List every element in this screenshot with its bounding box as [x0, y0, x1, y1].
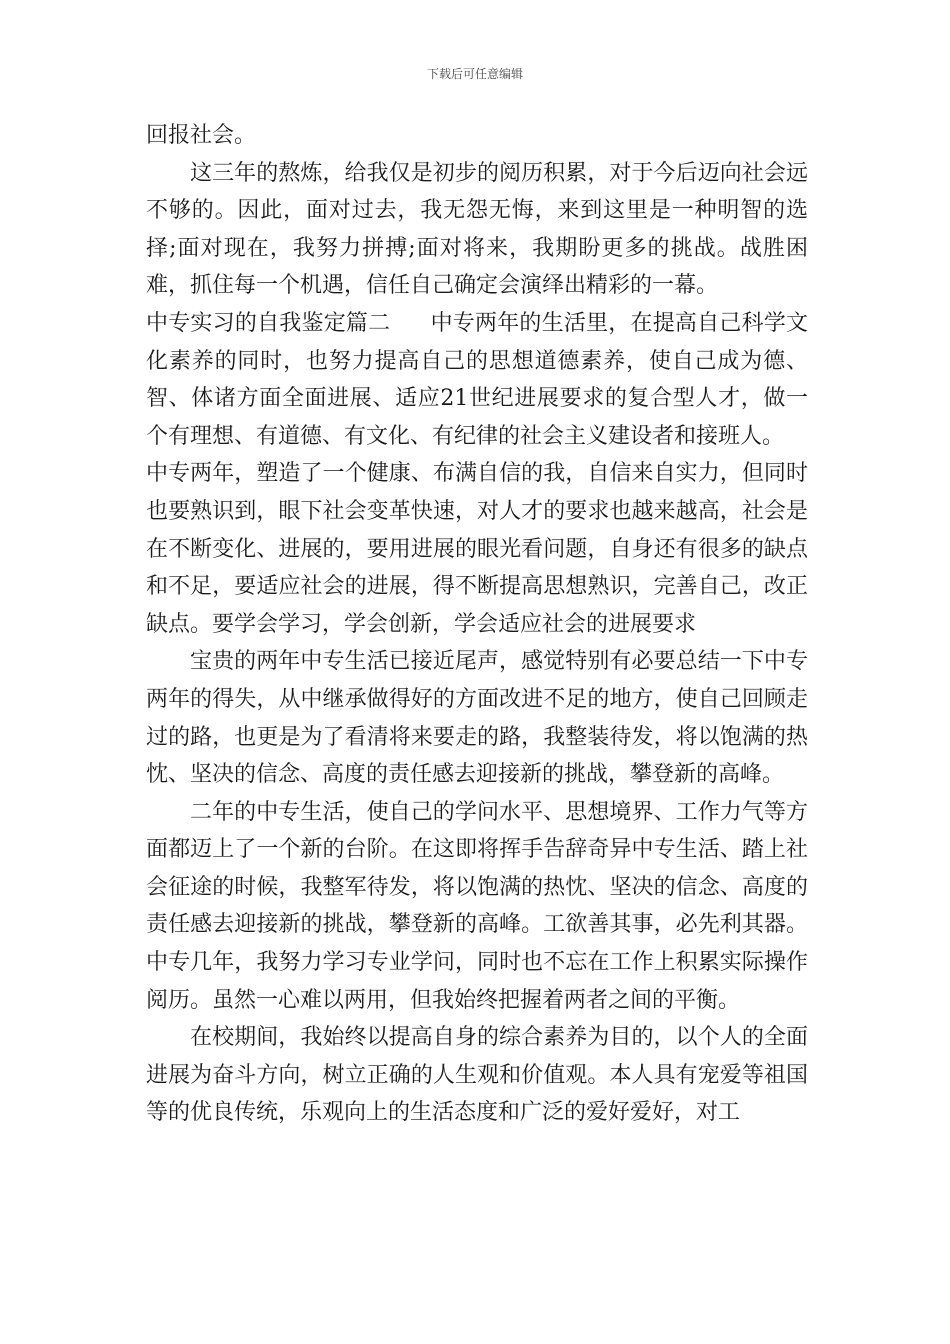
document-body: [146, 117, 808, 1132]
section-heading: 中专实习的自我鉴定篇二: [146, 310, 391, 336]
section-body: 中专两年的生活里，在提高自己科学文化素养的同时，也努力提高自己的思想道德素养，使自己成为德、智、体诸方面全面进展、适应21世纪进展要求的复合型人才，做一个有理想、有道德、有文化、有纪律的社会主义建设者和接班人。: [146, 310, 808, 449]
paragraph-5: 宝贵的两年中专生活已接近尾声，感觉特别有必要总结一下中专两年的得失，从中继承做得好的方面改进不足的地方，使自己回顾走过的路，也更是为了看清将来要走的路，我整装待发，将以饱满的热忱、坚决的信念、高度的责任感去迎接新的挑战，攀登新的高峰。: [146, 649, 808, 788]
paragraph-1: 回报社会。: [146, 123, 257, 148]
paragraph-6: 二年的中专生活，使自己的学问水平、思想境界、工作力气等方面都迈上了一个新的台阶。在这即将挥手告辞奇异中专生活、踏上社会征途的时候，我整军待发，将以饱满的热忱、坚决的信念、高度的责任感去迎接新的挑战，攀登新的高峰。工欲善其事，必先利其器。中专几年，我努力学习专业学问，同时也不忘在工作上积累实际操作阅历。虽然一心难以两用，但我始终把握着两者之间的平衡。: [146, 799, 808, 1013]
paragraph-3: [146, 305, 808, 455]
paragraph-7: 在校期间，我始终以提高自身的综合素养为目的，以个人的全面进展为奋斗方向，树立正确的人生观和价值观。本人具有宠爱等祖国等的优良传统，乐观向上的生活态度和广泛的爱好爱好，对工: [146, 1025, 808, 1126]
paragraph-2: 这三年的熬炼，给我仅是初步的阅历积累，对于今后迈向社会远不够的。因此，面对过去，我无怨无悔，来到这里是一种明智的选择;面对现在，我努力拼搏;面对将来，我期盼更多的挑战。战胜困难，抓住每一个机遇，信任自己确定会演绎出精彩的一幕。: [146, 160, 808, 299]
page-header: 下载后可任意编辑: [426, 67, 523, 81]
paragraph-4: 中专两年，塑造了一个健康、布满自信的我，自信来自实力，但同时也要熟识到，眼下社会变革快速，对人才的要求也越来越高，社会是在不断变化、进展的，要用进展的眼光看问题，自身还有很多的缺点和不足，要适应社会的进展，得不断提高思想熟识，完善自己，改正缺点。要学会学习，学会创新，学会适应社会的进展要求: [146, 461, 808, 637]
